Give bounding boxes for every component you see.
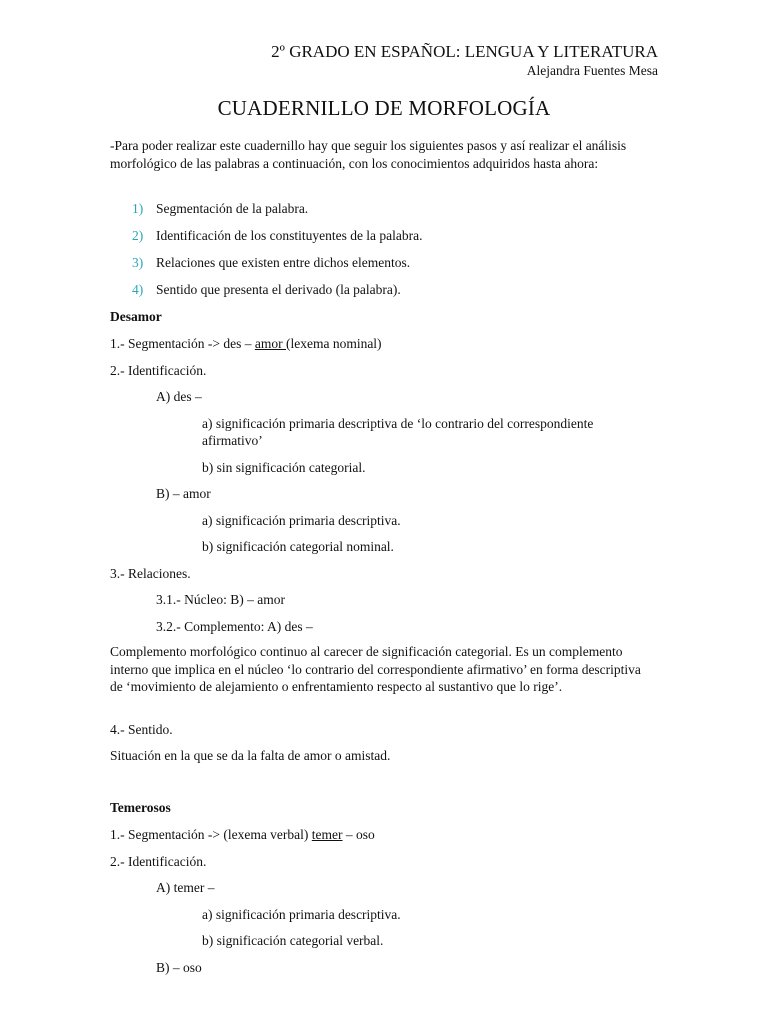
- constituent-b-label: B) – oso: [156, 960, 202, 975]
- word-heading-temerosos: Temerosos: [110, 800, 171, 815]
- identification-heading: 2.- Identificación.: [110, 854, 207, 869]
- constituent-a-primary-line2: afirmativo’: [202, 433, 263, 448]
- segmentation-line: [110, 335, 382, 353]
- step-text: Sentido que presenta el derivado (la palabra).: [156, 282, 401, 297]
- constituent-b-primary: a) significación primaria descriptiva.: [202, 513, 401, 528]
- header-course: 2º GRADO EN ESPAÑOL: LENGUA Y LITERATURA: [271, 42, 658, 61]
- complement-paragraph: Complemento morfológico continuo al carecer de significación categorial. Es un complemento interno que implica en el núcleo ‘lo contrario del correspondiente afirmativo’ en forma descriptiva de ‘movimiento de alejamiento o enfrentamiento respecto al sustantivo que lo rige’.: [110, 644, 641, 695]
- step-number: 4): [132, 282, 144, 297]
- identification-heading: 2.- Identificación.: [110, 363, 207, 378]
- segmentation-lexeme: amor: [254, 336, 286, 351]
- segmentation-lexeme: temer: [311, 827, 343, 842]
- step-number: 1): [132, 201, 144, 216]
- constituent-a-label: A) temer –: [156, 880, 215, 895]
- step-text: Identificación de los constituyentes de la palabra.: [156, 228, 423, 243]
- step-number: 3): [132, 255, 144, 270]
- step-text: Segmentación de la palabra.: [156, 201, 309, 216]
- document-title: CUADERNILLO DE MORFOLOGÍA: [217, 96, 551, 120]
- step-number: 2): [132, 228, 144, 243]
- header-author: Alejandra Fuentes Mesa: [526, 63, 658, 78]
- word-heading-desamor: Desamor: [110, 309, 162, 324]
- meaning-heading: 4.- Sentido.: [110, 722, 173, 737]
- constituent-b-label: B) – amor: [156, 486, 211, 501]
- constituent-b-categorial: b) significación categorial nominal.: [202, 539, 394, 554]
- constituent-a-primary-line1: a) significación primaria descriptiva de ‘lo contrario del correspondiente: [202, 416, 594, 431]
- document-page: [110, 0, 658, 1024]
- constituent-a-primary: a) significación primaria descriptiva.: [202, 907, 401, 922]
- constituent-a-label: A) des –: [156, 389, 202, 404]
- step-text: Relaciones que existen entre dichos elementos.: [156, 255, 411, 270]
- constituent-a-categorial: b) significación categorial verbal.: [202, 933, 384, 948]
- segmentation-prefix: 1.- Segmentación -> des –: [110, 336, 255, 351]
- segmentation-suffix: (lexema nominal): [285, 336, 382, 351]
- intro-paragraph: -Para poder realizar este cuadernillo hay que seguir los siguientes pasos y así realizar el análisis morfológico de las palabras a continuación, con los conocimientos adquiridos hasta ahora:: [110, 138, 627, 171]
- constituent-a-categorial: b) sin significación categorial.: [202, 460, 366, 475]
- segmentation-prefix: 1.- Segmentación -> (lexema verbal): [110, 827, 312, 842]
- segmentation-line: [110, 826, 375, 844]
- segmentation-suffix: – oso: [342, 827, 375, 842]
- relations-heading: 3.- Relaciones.: [110, 566, 191, 581]
- relation-complement: 3.2.- Complemento: A) des –: [156, 619, 313, 634]
- meaning-text: Situación en la que se da la falta de amor o amistad.: [110, 748, 391, 763]
- relation-nucleus: 3.1.- Núcleo: B) – amor: [156, 592, 285, 607]
